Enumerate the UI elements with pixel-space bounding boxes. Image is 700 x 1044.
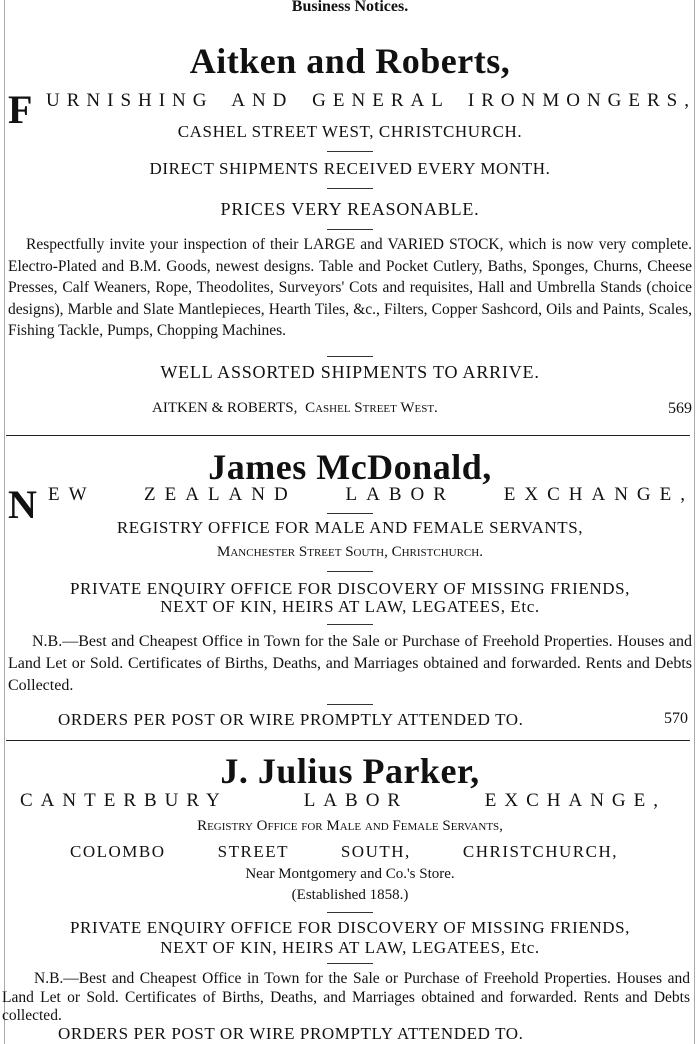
ad3-registry-line: Registry Office for Male and Female Servants,: [197, 818, 503, 834]
ad2-business-name: James McDonald,: [208, 447, 492, 487]
ad3-body-paragraph: N.B.—Best and Cheapest Office in Town for the Sale or Purchase of Freehold Properties. Houses and Land Let or Sold. Certificates of Births, Deaths, and Marriages obtained and forwarded. Rents and Debts collected.: [2, 970, 690, 1024]
section-heading: Business Notices.: [291, 0, 409, 15]
ad1-trade-line: URNISHING AND GENERAL IRONMONGERS,: [46, 90, 696, 111]
ad1-notice-number: 569: [668, 400, 692, 417]
ad2-short-rule-1: [327, 513, 373, 514]
ad3-short-rule-2: [327, 963, 373, 964]
ad1-address: CASHEL STREET WEST, CHRISTCHURCH.: [177, 122, 523, 141]
ad3-enquiry-line-2: NEXT OF KIN, HEIRS AT LAW, LEGATEES, Etc.: [160, 938, 540, 957]
divider-2: [6, 740, 690, 741]
ad3-enquiry-line-1: PRIVATE ENQUIRY OFFICE FOR DISCOVERY OF MISSING FRIENDS,: [69, 918, 631, 937]
ad2-enquiry-line-2: NEXT OF KIN, HEIRS AT LAW, LEGATEES, Etc.: [160, 597, 540, 616]
ad1-body-paragraph: Respectfully invite your inspection of their LARGE and VARIED STOCK, which is now very complete. Electro-Plated and B.M. Goods, newest designs. Table and Pocket Cutlery, Baths, Sponges, Churns, Cheese Presses, Calf Weaners, Rope, Theodolites, Surveyors' Cots and requisites, Hall and Umbrella Stands (choice designs), Marble and Slate Mantlepieces, Hearth Tiles, &c., Filters, Copper Sashcord, Oils and Paints, Scales, Fishing Tackle, Pumps, Chopping Machines.: [8, 236, 692, 339]
ad2-short-rule-2: [327, 571, 373, 572]
ad3-established-line: (Established 1858.): [291, 887, 409, 903]
ad2-trade-line: EW ZEALAND LABOR EXCHANGE,: [48, 484, 694, 505]
ad1-dropcap: F: [8, 87, 33, 132]
ad1-short-rule-4: [327, 356, 373, 357]
ad3-orders-line: ORDERS PER POST OR WIRE PROMPTLY ATTENDED TO.: [58, 1024, 524, 1043]
ad2-notice-number: 570: [664, 710, 688, 727]
ad2-registry-line: REGISTRY OFFICE FOR MALE AND FEMALE SERVANTS,: [116, 518, 584, 537]
ad1-signature-name: AITKEN & ROBERTS,: [152, 400, 298, 416]
ad1-short-rule-1: [327, 151, 373, 152]
ad1-prices-line: PRICES VERY REASONABLE.: [220, 199, 480, 219]
ad2-short-rule-4: [327, 704, 373, 705]
ad2-short-rule-3: [327, 624, 373, 625]
ad1-short-rule-3: [327, 229, 373, 230]
ad2-address: Manchester Street South, Christchurch.: [217, 544, 483, 560]
ad1-business-name: Aitken and Roberts,: [189, 41, 511, 81]
ad3-short-rule-1: [327, 912, 373, 913]
ad3-body-text: [2, 970, 690, 1026]
ad2-body-text: [8, 631, 692, 697]
ad3-trade-line: CANTERBURY LABOR EXCHANGE,: [20, 790, 666, 811]
divider-1: [6, 435, 690, 436]
ad3-near-line: Near Montgomery and Co.'s Store.: [245, 866, 455, 882]
ad1-signature-address: Cashel Street West.: [305, 400, 438, 416]
ad2-enquiry-line-1: PRIVATE ENQUIRY OFFICE FOR DISCOVERY OF MISSING FRIENDS,: [69, 579, 631, 598]
ad2-dropcap: N: [8, 482, 37, 527]
ad1-body-text: [8, 234, 692, 342]
ad3-address: COLOMBO STREET SOUTH, CHRISTCHURCH,: [70, 842, 618, 861]
ad1-shipments-line: DIRECT SHIPMENTS RECEIVED EVERY MONTH.: [149, 159, 551, 178]
ad2-orders-line: ORDERS PER POST OR WIRE PROMPTLY ATTENDED TO.: [58, 710, 524, 729]
ad3-business-name: J. Julius Parker,: [220, 751, 480, 791]
ad2-body-paragraph: N.B.—Best and Cheapest Office in Town for the Sale or Purchase of Freehold Properties. Houses and Land Let or Sold. Certificates of Births, Deaths, and Marriages obtained and forwarded. Rents and Debts Collected.: [8, 633, 692, 694]
ad1-arrive-line: WELL ASSORTED SHIPMENTS TO ARRIVE.: [160, 362, 540, 382]
ad1-short-rule-2: [327, 188, 373, 189]
ad1-signature: [152, 400, 438, 417]
